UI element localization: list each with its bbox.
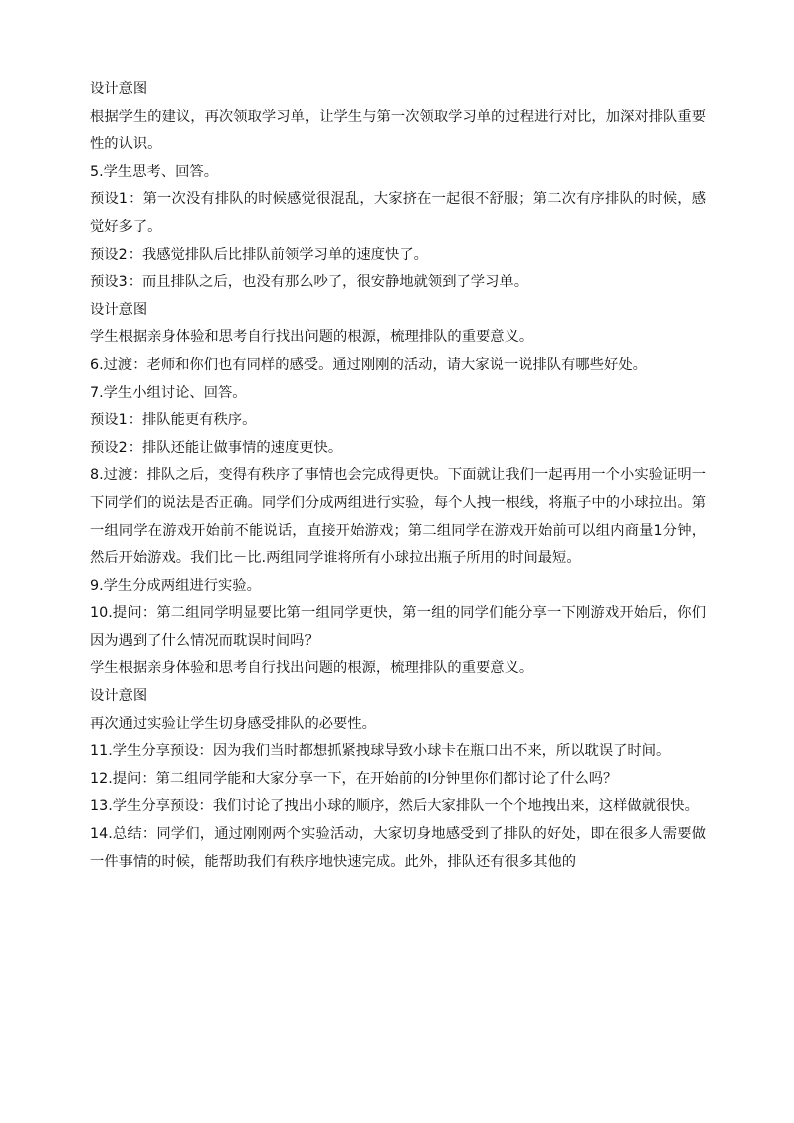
step-paragraph: 14.总结：同学们，通过刚刚两个实验活动，大家切身地感受到了排队的好处，即在很多人需要做一件事情的时候，能帮助我们有秩序地快速完成。此外，排队还有很多其他的 — [90, 826, 706, 870]
step-paragraph: 13.学生分享预设：我们讨论了拽出小球的顺序，然后大家排队一个个地拽出来，这样做就很快。 — [90, 798, 699, 815]
step-paragraph: 8.过渡：排队之后，变得有秩序了事情也会完成得更快。下面就让我们一起再用一个小实验证明一下同学们的说法是否正确。同学们分成两组进行实验，每个人拽一根线，将瓶子中的小球拉出。第一组同学在游戏开始前不能说话，直接开始游戏；第二组同学在游戏开始前可以组内商量1分钟，然后开始游戏。我们比－比.两组同学谁将所有小球拉出瓶子所用的时间最短。 — [90, 467, 706, 567]
section-heading: 设计意图 — [90, 301, 148, 318]
step-paragraph: 11.学生分享预设：因为我们当时都想抓紧拽球导致小球卡在瓶口出不来，所以耽误了时间。 — [90, 743, 671, 760]
preset-answer: 预设2：我感觉排队后比排队前领学习单的速度快了。 — [90, 246, 428, 263]
paragraph: 根据学生的建议，再次领取学习单，让学生与第一次领取学习单的过程进行对比，加深对排队重要性的认识。 — [90, 108, 706, 153]
paragraph: 学生根据亲身体验和思考自行找出问题的根源，梳理排队的重要意义。 — [90, 660, 534, 677]
paragraph: 再次通过实验让学生切身感受排队的必要性。 — [90, 715, 376, 732]
paragraph: 学生根据亲身体验和思考自行找出问题的根源，梳理排队的重要意义。 — [90, 329, 534, 346]
section-heading: 设计意图 — [90, 688, 148, 705]
step-heading: 9.学生分成两组进行实验。 — [90, 577, 261, 594]
preset-answer: 预设2：排队还能让做事情的速度更快。 — [90, 439, 343, 456]
step-heading: 5.学生思考、回答。 — [90, 163, 219, 180]
step-paragraph: 10.提问：第二组同学明显要比第一组同学更快，第一组的同学们能分享一下刚游戏开始后，你们因为遇到了什么情况而耽误时间吗？ — [90, 605, 706, 649]
document-body — [90, 76, 706, 876]
step-heading: 7.学生小组讨论、回答。 — [90, 384, 247, 401]
step-paragraph: 12.提问：第二组同学能和大家分享一下，在开始前的I分钟里你们都讨论了什么吗？ — [90, 770, 618, 787]
preset-answer: 预设1：第一次没有排队的时候感觉很混乱，大家挤在一起很不舒服；第二次有序排队的时候，感觉好多了。 — [90, 191, 706, 235]
preset-answer: 预设3：而且排队之后，也没有那么吵了，很安静地就领到了学习单。 — [90, 274, 528, 291]
section-heading: 设计意图 — [90, 81, 148, 97]
step-paragraph: 6.过渡：老师和你们也有同样的感受。通过刚刚的活动，请大家说一说排队有哪些好处。 — [90, 356, 647, 373]
preset-answer: 预设1：排队能更有秩序。 — [90, 412, 257, 429]
